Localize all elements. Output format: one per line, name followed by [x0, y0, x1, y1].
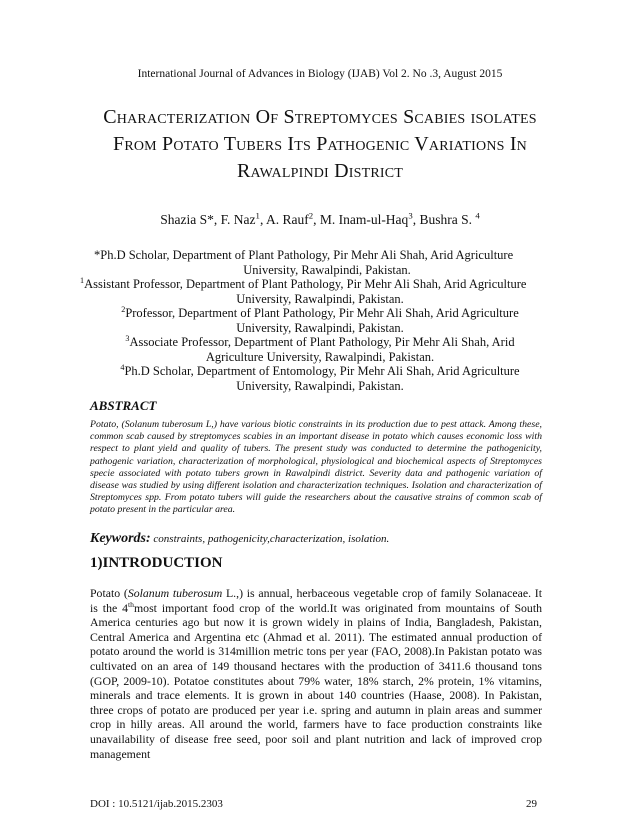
species-name: Solanum tuberosum [127, 586, 223, 600]
affiliations [80, 248, 560, 393]
ordinal-sup: th [128, 599, 134, 609]
author-text: Shazia S*, F. Naz [160, 212, 256, 227]
paper-title: Characterization Of Streptomyces Scabies isolates From Potato Tubers Its Pathogenic Variations In Rawalpindi District [103, 106, 537, 182]
affiliation-sup: 4 [120, 362, 125, 372]
intro-text: L.,) is annual, herbaceous vegetable crop of family Solanaceae. It is the 4 [90, 586, 542, 615]
affiliation-sup: 3 [125, 333, 130, 343]
affiliation-item [80, 364, 560, 393]
affiliation-item [80, 277, 560, 306]
section-heading-introduction: 1)INTRODUCTION [90, 555, 223, 571]
author-text: , M. Inam-ul-Haq [313, 212, 409, 227]
affiliation-line: University, Rawalpindi, Pakistan. [236, 378, 404, 393]
affiliation-line: Agriculture University, Rawalpindi, Pakistan. [205, 349, 435, 364]
affiliation-line: Ph.D Scholar, Department of Entomology, Pir Mehr Ali Shah, Arid Agriculture [124, 364, 520, 378]
affiliation-line: Associate Professor, Department of Plant Pathology, Pir Mehr Ali Shah, Arid [129, 335, 515, 349]
affiliation-item [80, 335, 560, 364]
footer-doi: DOI : 10.5121/ijab.2015.2303 [90, 798, 223, 810]
page-number: 29 [526, 798, 537, 810]
intro-text: Potato ( [90, 586, 128, 600]
author-sup: 1 [255, 210, 260, 221]
author-text: , A. Rauf [259, 212, 309, 227]
affiliation-line: Professor, Department of Plant Pathology, Pir Mehr Ali Shah, Arid Agriculture [125, 306, 519, 320]
abstract-heading: ABSTRACT [90, 398, 157, 413]
affiliation-line: University, Rawalpindi, Pakistan. [236, 291, 404, 306]
journal-header: International Journal of Advances in Biology (IJAB) Vol 2. No .3, August 2015 [137, 68, 503, 80]
affiliation-item [80, 248, 560, 277]
author-sup: 2 [308, 210, 314, 221]
author-sup: 3 [408, 210, 413, 221]
keywords [90, 531, 550, 547]
affiliation-line: *Ph.D Scholar, Department of Plant Pathology, Pir Mehr Ali Shah, Arid Agriculture [94, 248, 514, 262]
author-sup: 4 [475, 210, 480, 221]
affiliation-item [80, 306, 560, 335]
author-list [60, 212, 580, 228]
abstract-text: Potato, (Solanum tuberosum L,) have various biotic constraints in its production due to pest attack. Among these, common scab caused by streptomyces scabies in an important disease in potato which causes economic loss with respect to plant yield and quality of tubers. The present study was conducted to determine the pathogenicity, pathogenic variation, characterization of morphological, physiological and biochemical aspects of Streptomyces specie associated with potato tubers grown in Rawalpindi district. Severity data and pathogenic variation of disease was studied by using different isolation and characterization techniques. Isolation and characterization of Streptomyces spp. From potato tubers will guide the researchers about the causative strains of common scab of potato present in the particular area. [90, 419, 542, 516]
keywords-text: constraints, pathogenicity,characterization, isolation. [153, 533, 390, 545]
affiliation-line: Assistant Professor, Department of Plant Pathology, Pir Mehr Ali Shah, Arid Agriculture [84, 277, 527, 291]
affiliation-line: University, Rawalpindi, Pakistan. [236, 320, 404, 335]
author-text: , Bushra S. [412, 212, 476, 227]
affiliation-sup: 1 [80, 275, 85, 285]
affiliation-line: University, Rawalpindi, Pakistan. [243, 262, 411, 277]
introduction-paragraph [90, 586, 542, 761]
affiliation-sup: 2 [121, 304, 126, 314]
keywords-label: Keywords: [90, 531, 151, 546]
intro-text: most important food crop of the world.It was originated from mountains of South America centuries ago but now it is grown widely in plains of India, Bangladesh, Pakistan, Central America and Argentina etc (Ahmad et al. 2011). The estimated annual production of potato around the world is 314million metric tons per year (FAO, 2008).In Pakistan potato was cultivated on an area of 149 thousand hectares with the production of 3411.6 thousand tons (GOP, 2009-10). Potatoe constitutes about 79% water, 18% starch, 2% protein, 1% vitamins, minerals and trace elements. It is grown in about 140 countries (Haase, 2008). In Pakistan, three crops of potato are produced per year i.e. spring and autumn in plain areas and summer crop in hilly areas. All around the world, farmers have to face production constraints like unavailability of disease free seed, poor soil and plant nutrition and lack of improved crop management [90, 600, 542, 761]
